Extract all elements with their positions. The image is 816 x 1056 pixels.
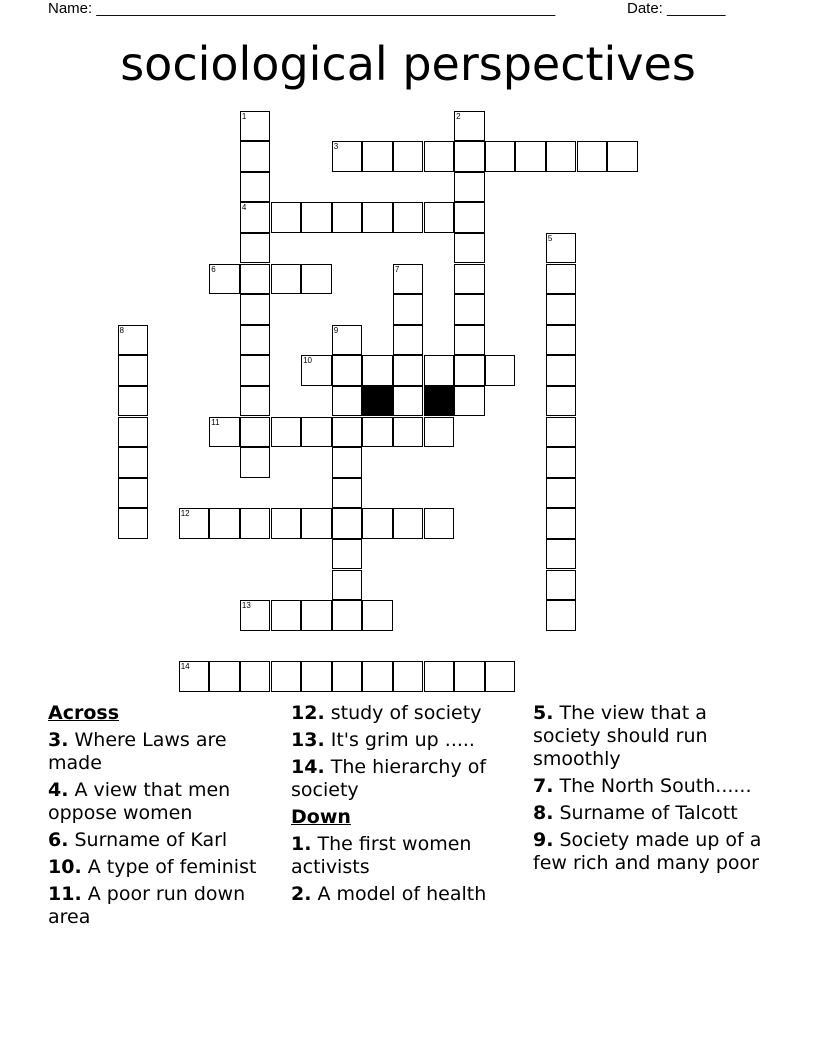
grid-cell[interactable] (454, 661, 485, 692)
grid-cell[interactable] (577, 141, 608, 172)
grid-cell[interactable] (546, 386, 577, 417)
grid-cell[interactable] (240, 172, 271, 203)
grid-cell[interactable] (271, 508, 302, 539)
grid-cell[interactable] (546, 508, 577, 539)
grid-cell[interactable] (546, 141, 577, 172)
grid-cell[interactable] (454, 264, 485, 295)
grid-cell[interactable] (546, 417, 577, 448)
grid-cell[interactable] (424, 661, 455, 692)
grid-cell[interactable] (546, 539, 577, 570)
grid-cell[interactable] (209, 417, 240, 448)
clue-number: 7 (394, 264, 400, 274)
grid-cell[interactable] (485, 141, 516, 172)
grid-cell[interactable] (240, 600, 271, 631)
grid-cell[interactable] (546, 325, 577, 356)
date-blank[interactable]: _______ (667, 0, 726, 17)
grid-cell[interactable] (424, 355, 455, 386)
grid-cell[interactable] (332, 141, 363, 172)
grid-cell[interactable] (118, 508, 149, 539)
grid-cell[interactable] (424, 202, 455, 233)
grid-cell[interactable] (301, 355, 332, 386)
grid-cell[interactable] (362, 661, 393, 692)
clue-number: 11 (211, 417, 220, 427)
grid-cell[interactable] (546, 600, 577, 631)
grid-cell[interactable] (546, 478, 577, 509)
clue-down-7: 7. The North South...... (533, 775, 752, 797)
grid-cell[interactable] (179, 661, 210, 692)
grid-cell[interactable] (393, 141, 424, 172)
grid-cell[interactable] (454, 355, 485, 386)
clue-across-13: 13. It's grim up ..... (291, 729, 475, 751)
grid-cell[interactable] (362, 600, 393, 631)
grid-cell[interactable] (209, 508, 240, 539)
clue-across-3: 3. Where Laws are made (48, 729, 227, 774)
grid-cell[interactable] (301, 264, 332, 295)
clue-number: 8 (119, 325, 124, 335)
grid-cell[interactable] (118, 386, 149, 417)
grid-cell[interactable] (118, 417, 149, 448)
clue-number: 10 (303, 356, 312, 366)
grid-cell[interactable] (301, 508, 332, 539)
grid-cell[interactable] (485, 355, 516, 386)
grid-cell[interactable] (362, 508, 393, 539)
grid-cell[interactable] (424, 141, 455, 172)
clues-column-1 (48, 702, 280, 933)
grid-cell[interactable] (118, 325, 149, 356)
grid-cell[interactable] (546, 294, 577, 325)
grid-cell[interactable] (118, 447, 149, 478)
grid-cell[interactable] (240, 202, 271, 233)
clue-number: 12 (180, 509, 190, 519)
grid-cell[interactable] (362, 355, 393, 386)
grid-cell[interactable] (240, 233, 271, 264)
grid-cell[interactable] (332, 417, 363, 448)
grid-cell[interactable] (271, 661, 302, 692)
grid-cell[interactable] (301, 202, 332, 233)
name-blank[interactable]: _______________________________________________________ (96, 0, 556, 17)
grid-cell[interactable] (332, 325, 363, 356)
date-label: Date: (627, 0, 663, 17)
grid-cell[interactable] (332, 478, 363, 509)
grid-cell[interactable] (271, 264, 302, 295)
grid-cell[interactable] (454, 294, 485, 325)
grid-cell[interactable] (332, 202, 363, 233)
grid-cell[interactable] (393, 417, 424, 448)
clue-down-5: 5. The view that a society should run smoothly (533, 702, 708, 770)
grid-cell[interactable] (454, 111, 485, 142)
grid-cell[interactable] (240, 661, 271, 692)
grid-cell[interactable] (393, 202, 424, 233)
clue-number: 1 (241, 111, 247, 121)
grid-cell[interactable] (546, 233, 577, 264)
grid-cell[interactable] (240, 386, 271, 417)
grid-cell[interactable] (454, 172, 485, 203)
grid-cell[interactable] (118, 478, 149, 509)
grid-cell[interactable] (332, 508, 363, 539)
grid-cell[interactable] (546, 570, 577, 601)
grid-cell[interactable] (118, 355, 149, 386)
grid-cell[interactable] (332, 661, 363, 692)
grid-cell[interactable] (454, 141, 485, 172)
grid-cell[interactable] (362, 417, 393, 448)
grid-cell[interactable] (393, 508, 424, 539)
clue-number: 4 (241, 203, 247, 213)
grid-cell[interactable] (240, 294, 271, 325)
grid-cell[interactable] (240, 141, 271, 172)
down-heading: Down (291, 806, 351, 828)
clue-across-12: 12. study of society (291, 702, 482, 724)
grid-cell[interactable] (454, 325, 485, 356)
grid-cell[interactable] (240, 325, 271, 356)
grid-cell[interactable] (209, 264, 240, 295)
grid-cell[interactable] (301, 417, 332, 448)
grid-cell[interactable] (454, 233, 485, 264)
grid-cell[interactable] (424, 508, 455, 539)
clue-number: 6 (211, 264, 216, 274)
grid-cell[interactable] (515, 141, 546, 172)
grid-cell[interactable] (240, 264, 271, 295)
grid-cell[interactable] (546, 264, 577, 295)
clue-across-4: 4. A view that men oppose women (48, 779, 231, 824)
clues-column-3 (533, 702, 765, 879)
grid-cell[interactable] (240, 417, 271, 448)
grid-cell[interactable] (454, 202, 485, 233)
clue-across-10: 10. A type of feminist (48, 856, 257, 878)
grid-block (424, 386, 455, 417)
grid-cell[interactable] (179, 508, 210, 539)
across-heading: Across (48, 702, 120, 724)
grid-cell[interactable] (240, 447, 271, 478)
grid-cell[interactable] (209, 661, 240, 692)
page-title: sociological perspectives (120, 37, 696, 91)
grid-cell[interactable] (332, 447, 363, 478)
clue-across-14: 14. The hierarchy of society (291, 756, 487, 801)
clue-down-1: 1. The first women activists (291, 833, 472, 878)
clue-down-8: 8. Surname of Talcott (533, 802, 738, 824)
grid-cell[interactable] (240, 508, 271, 539)
grid-cell[interactable] (393, 325, 424, 356)
grid-cell[interactable] (362, 202, 393, 233)
grid-cell[interactable] (240, 111, 271, 142)
clue-across-11: 11. A poor run down area (48, 883, 246, 928)
clue-down-9: 9. Society made up of a few rich and many poor (533, 829, 762, 874)
clue-number: 13 (241, 601, 251, 611)
grid-cell[interactable] (332, 570, 363, 601)
grid-cell[interactable] (301, 661, 332, 692)
grid-cell[interactable] (240, 355, 271, 386)
grid-cell[interactable] (607, 141, 638, 172)
grid-cell[interactable] (393, 294, 424, 325)
clue-number: 2 (456, 111, 461, 121)
grid-cell[interactable] (332, 600, 363, 631)
grid-cell[interactable] (271, 202, 302, 233)
grid-cell[interactable] (362, 141, 393, 172)
grid-cell[interactable] (393, 661, 424, 692)
grid-cell[interactable] (332, 386, 363, 417)
clue-across-6: 6. Surname of Karl (48, 829, 228, 851)
clues-column-2 (291, 702, 523, 910)
grid-block (362, 386, 393, 417)
grid-cell[interactable] (271, 600, 302, 631)
clue-number: 5 (547, 233, 553, 243)
grid-cell[interactable] (332, 355, 363, 386)
grid-cell[interactable] (393, 264, 424, 295)
grid-cell[interactable] (546, 355, 577, 386)
grid-cell[interactable] (393, 386, 424, 417)
grid-cell[interactable] (393, 355, 424, 386)
clue-number: 14 (180, 662, 190, 672)
clue-down-2: 2. A model of health (291, 883, 487, 905)
grid-cell[interactable] (546, 447, 577, 478)
grid-cell[interactable] (301, 600, 332, 631)
grid-cell[interactable] (332, 539, 363, 570)
grid-cell[interactable] (485, 661, 516, 692)
grid-cell[interactable] (424, 417, 455, 448)
name-label: Name: (48, 0, 93, 17)
grid-cell[interactable] (271, 417, 302, 448)
clue-number: 3 (333, 142, 339, 152)
grid-cell[interactable] (454, 386, 485, 417)
clue-number: 9 (333, 325, 339, 335)
